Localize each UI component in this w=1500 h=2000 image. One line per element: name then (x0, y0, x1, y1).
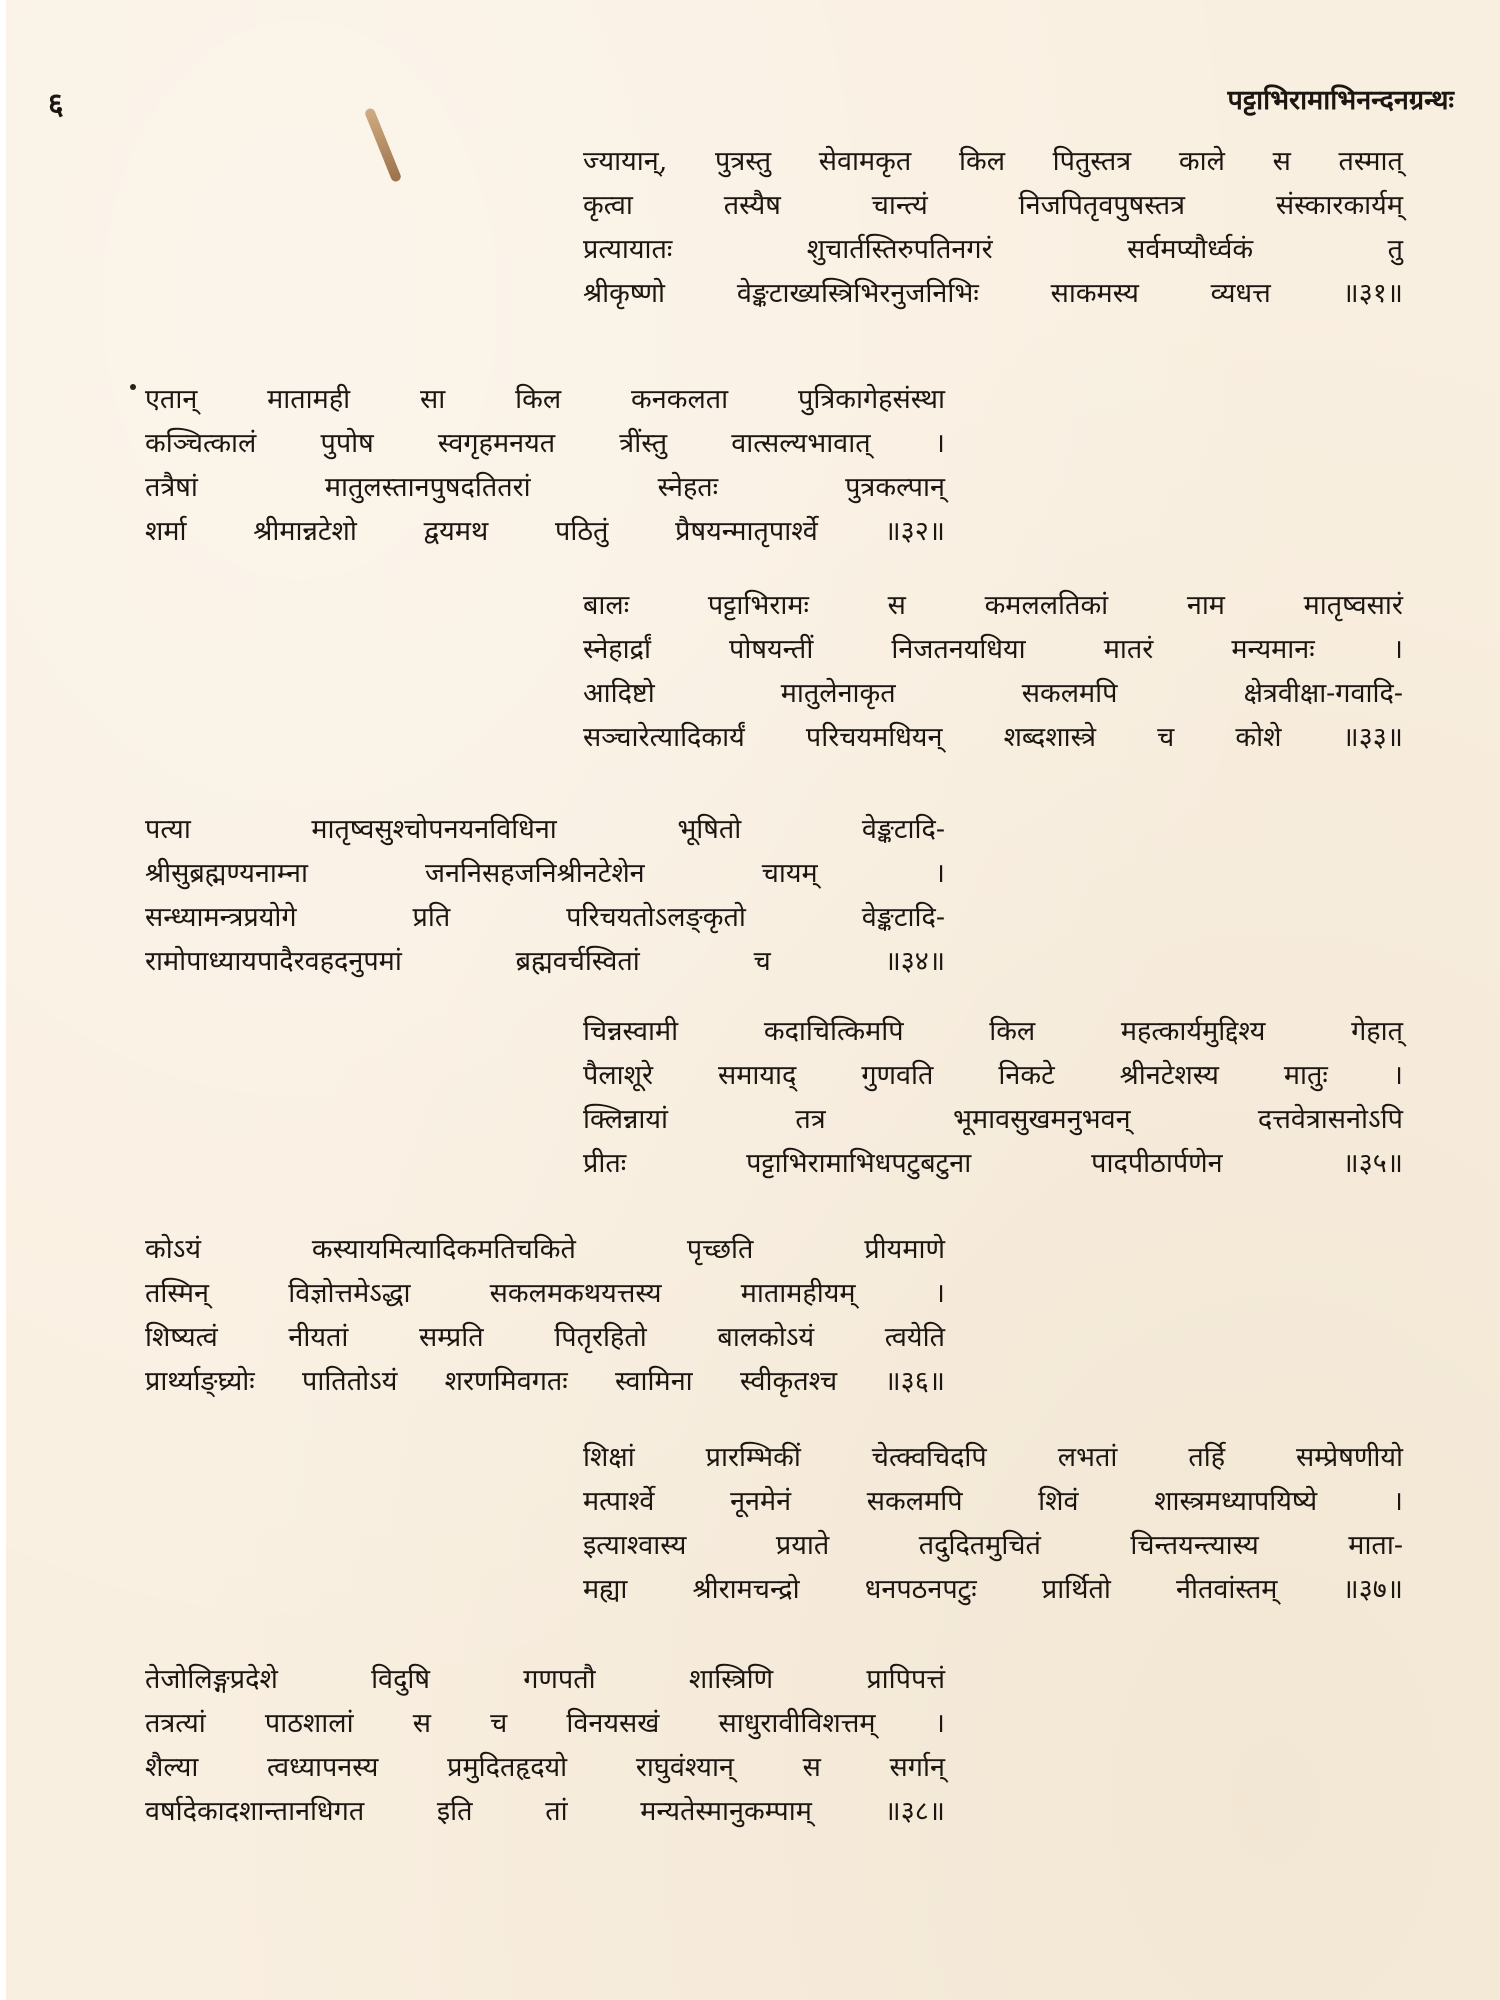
verse-line (145, 808, 945, 852)
verse-33 (583, 584, 1403, 760)
verse-line (583, 1524, 1403, 1568)
verse-word: सकलमपि (866, 1486, 963, 1517)
verse-word: श्रीसुब्रह्मण्यनाम्ना (145, 858, 308, 889)
verse-word: मह्या (583, 1574, 628, 1605)
verse-word: महत्कार्यमुद्दिश्य (1120, 1016, 1266, 1047)
verse-word: गणपतौ (523, 1664, 596, 1695)
verse-word: साकमस्य (1050, 278, 1139, 309)
verse-word: पितुस्तत्र (1052, 146, 1132, 177)
verse-word: । (934, 858, 945, 889)
verse-line (145, 852, 945, 896)
verse-word: शास्त्रमध्यापयिष्ये (1154, 1486, 1318, 1517)
verse-word: क्षेत्रवीक्षा-गवादि- (1243, 678, 1403, 709)
verse-word: बालः (583, 590, 630, 621)
verse-word: भूमावसुखमनुभवन् (952, 1104, 1131, 1135)
verse-word: सन्ध्यामन्त्रप्रयोगे (145, 902, 297, 933)
verse-word: दत्तवेत्रासनोऽपि (1257, 1104, 1403, 1135)
verse-word: ॥३२॥ (884, 516, 945, 547)
verse-word: मत्पार्श्वे (583, 1486, 655, 1517)
verse-word: सेवामकृत (818, 146, 912, 177)
verse-word: पट्टाभिरामाभिधपटुबटुना (746, 1148, 972, 1179)
verse-line (583, 1436, 1403, 1480)
verse-line (583, 272, 1403, 316)
verse-word: च (1157, 722, 1175, 753)
verse-word: सञ्चारेत्यादिकार्यं (583, 722, 745, 753)
verse-word: क्लिन्नायां (583, 1104, 669, 1135)
verse-word: स (1272, 146, 1291, 177)
verse-line (145, 510, 945, 554)
verse-word: निजतनयधिया (891, 634, 1026, 665)
verse-word: कञ्चित्कालं (145, 428, 257, 459)
verse-word: चिन्नस्वामी (583, 1016, 679, 1047)
verse-word: नीयतां (288, 1322, 349, 1353)
verse-line (145, 1658, 945, 1702)
verse-word: श्रीनटेशस्य (1119, 1060, 1219, 1091)
verse-line (583, 1568, 1403, 1612)
verse-word: विनयसखं (566, 1708, 660, 1739)
verse-word: परिचयतोऽलङ्कृतो (566, 902, 746, 933)
verse-word: प्रार्थ्याङ्घ्र्योः (145, 1366, 255, 1397)
verse-word: ॥३५॥ (1342, 1148, 1403, 1179)
verse-word: प्रापिपत्तं (866, 1664, 945, 1695)
verse-word: निजपितृवपुषस्तत्र (1018, 190, 1186, 221)
verse-word: ॥३६॥ (884, 1366, 945, 1397)
page-edge (0, 0, 6, 2000)
verse-word: सा (420, 384, 446, 415)
verse-word: प्रार्थितो (1041, 1574, 1111, 1605)
verse-word: शुचार्तस्तिरुपतिनगरं (806, 234, 993, 265)
verse-word: किल (958, 146, 1006, 177)
verse-line (583, 184, 1403, 228)
verse-word: इति (436, 1796, 473, 1827)
verse-word: शिवं (1038, 1486, 1079, 1517)
verse-word: तत्रत्यां (145, 1708, 206, 1739)
verse-word: तत्रैषां (145, 472, 198, 503)
verse-word: श्रीकृष्णो (583, 278, 666, 309)
verse-word: मातरं (1103, 634, 1154, 665)
verse-word: ॥३४॥ (884, 946, 945, 977)
verse-word: किल (989, 1016, 1036, 1047)
verse-word: शिष्यत्वं (145, 1322, 218, 1353)
verse-word: स्वगृहमनयत (437, 428, 556, 459)
verse-word: त्वध्यापनस्य (267, 1752, 379, 1783)
verse-word: परिचयमधियन् (805, 722, 943, 753)
verse-word: विज्ञोत्तमेऽद्धा (288, 1278, 411, 1309)
verse-word: धनपठनपटुः (864, 1574, 977, 1605)
verse-word: तर्हि (1188, 1442, 1226, 1473)
verse-word: पत्या (145, 814, 191, 845)
verse-word: च (490, 1708, 508, 1739)
verse-word: । (934, 1278, 945, 1309)
verse-line (145, 422, 945, 466)
verse-line (145, 1702, 945, 1746)
verse-word: मातृष्वसुश्चोपनयनविधिना (311, 814, 557, 845)
verse-word: वेङ्कटादि- (861, 814, 945, 845)
verse-line (583, 140, 1403, 184)
verse-word: व्यधत्त (1210, 278, 1271, 309)
verse-word: नाम (1186, 590, 1225, 621)
verse-word: श्रीमान्नटेशो (253, 516, 357, 547)
verse-word: संस्कारकार्यम् (1275, 190, 1403, 221)
verse-word: मातुलस्तानपुषदतितरां (324, 472, 531, 503)
verse-word: वात्सल्यभावात् (731, 428, 871, 459)
verse-word: ॥३१॥ (1342, 278, 1403, 309)
verse-word: मातुः (1283, 1060, 1328, 1091)
verse-word: एतान् (145, 384, 198, 415)
verse-word: आदिष्टो (583, 678, 655, 709)
verse-word: शिक्षां (583, 1442, 635, 1473)
verse-line (145, 1746, 945, 1790)
verse-word: पोषयन्तीं (729, 634, 814, 665)
verse-word: स (802, 1752, 821, 1783)
verse-word: प्रत्यायातः (583, 234, 673, 265)
verse-word: पुपोष (320, 428, 374, 459)
verse-word: काले (1178, 146, 1225, 177)
verse-line (145, 896, 945, 940)
verse-word: मातृष्वसारं (1303, 590, 1403, 621)
verse-word: सम्प्रेषणीयो (1295, 1442, 1403, 1473)
verse-word: पृच्छति (686, 1234, 754, 1265)
verse-word: कस्यायमित्यादिकमतिचकिते (311, 1234, 576, 1265)
verse-word: रामोपाध्यायपादैरवहदनुपमां (145, 946, 402, 977)
verse-word: पितृरहितो (554, 1322, 647, 1353)
verse-word: शर्मा (145, 516, 187, 547)
verse-word: चान्त्यं (871, 190, 928, 221)
verse-word: प्रैषयन्मातृपार्श्वे (675, 516, 818, 547)
verse-word: कोऽयं (145, 1234, 201, 1265)
verse-word: कदाचित्किमपि (763, 1016, 904, 1047)
verse-word: श्रीरामचन्द्रो (692, 1574, 800, 1605)
verse-word: । (934, 1708, 945, 1739)
verse-word: साधुरावीविशत्तम् (718, 1708, 876, 1739)
verse-word: प्रारम्भिकीं (705, 1442, 801, 1473)
verse-word: सर्गान् (889, 1752, 945, 1783)
verse-word: । (934, 428, 945, 459)
verse-word: समायाद् (717, 1060, 797, 1091)
verse-word: मातुलेनाकृत (780, 678, 896, 709)
verse-word: वेङ्कटाख्यस्त्रिभिरनुजनिभिः (736, 278, 979, 309)
verse-line (145, 1272, 945, 1316)
verse-word: मातामहीयम् (740, 1278, 856, 1309)
verse-37 (583, 1436, 1403, 1612)
verse-word: बालकोऽयं (717, 1322, 815, 1353)
verse-word: प्रीयमाणे (864, 1234, 945, 1265)
verse-word: स्वामिना (615, 1366, 693, 1397)
verse-line (583, 1142, 1403, 1186)
page-number: ६ (48, 87, 64, 122)
verse-line (583, 228, 1403, 272)
verse-word: पट्टाभिरामः (707, 590, 809, 621)
verse-line (145, 1360, 945, 1404)
verse-word: इत्याश्वास्य (583, 1530, 687, 1561)
verse-word: तस्मात् (1338, 146, 1403, 177)
verse-38 (145, 1658, 945, 1834)
verse-word: गुणवति (861, 1060, 934, 1091)
verse-word: सकलमकथयत्तस्य (489, 1278, 662, 1309)
verse-word: शब्दशास्त्रे (1003, 722, 1097, 753)
verse-line (145, 940, 945, 984)
verse-line (145, 1316, 945, 1360)
verse-line (583, 1010, 1403, 1054)
verse-word: तत्र (795, 1104, 826, 1135)
verse-word: तदुदितमुचितं (918, 1530, 1041, 1561)
verse-word: स (412, 1708, 431, 1739)
verse-35 (583, 1010, 1403, 1186)
verse-word: किल (515, 384, 562, 415)
running-title: पट्टाभिरामाभिनन्दनग्रन्थः (1227, 85, 1454, 116)
verse-word: शास्त्रिणि (688, 1664, 774, 1695)
verse-word: द्वयमथ (423, 516, 489, 547)
verse-word: सम्प्रति (419, 1322, 484, 1353)
verse-word: पठितुं (555, 516, 609, 547)
verse-word: स्नेहतः (657, 472, 719, 503)
verse-word: तस्यैष (723, 190, 781, 221)
verse-word: चायम् (761, 858, 818, 889)
verse-word: ॥३८॥ (884, 1796, 945, 1827)
verse-36 (145, 1228, 945, 1404)
verse-word: चिन्तयन्त्यास्य (1130, 1530, 1259, 1561)
verse-word: कमललतिकां (984, 590, 1109, 621)
verse-word: पुत्रकल्पान् (845, 472, 945, 503)
verse-line (145, 1790, 945, 1834)
verse-word: त्रींस्तु (619, 428, 668, 459)
verse-word: मन्यतेस्मानुकम्पाम् (640, 1796, 812, 1827)
verse-word: पुत्रस्तु (714, 146, 772, 177)
verse-word: वेङ्कटादि- (861, 902, 945, 933)
verse-32 (145, 378, 945, 554)
verse-line (583, 716, 1403, 760)
verse-word: ॥३३॥ (1342, 722, 1403, 753)
verse-word: तेजोलिङ्गप्रदेशे (145, 1664, 278, 1695)
verse-line (145, 466, 945, 510)
verse-word: निकटे (998, 1060, 1055, 1091)
verse-word: । (1392, 1060, 1403, 1091)
verse-word: पातितोऽयं (301, 1366, 398, 1397)
verse-word: मातामही (267, 384, 351, 415)
verse-word: तस्मिन् (145, 1278, 210, 1309)
verse-word: कनकलता (630, 384, 729, 415)
verse-word: लभतां (1057, 1442, 1118, 1473)
verse-word: कोशे (1235, 722, 1282, 753)
verse-word: ब्रह्मवर्चस्वितां (515, 946, 640, 977)
verse-line (583, 1480, 1403, 1524)
verse-word: स्नेहार्द्रां (583, 634, 651, 665)
verse-line (583, 672, 1403, 716)
verse-word: तु (1387, 234, 1403, 265)
verse-word: तां (545, 1796, 568, 1827)
verse-line (145, 378, 945, 422)
verse-word: सर्वमप्यौर्ध्वकं (1127, 234, 1254, 265)
verse-line (145, 1228, 945, 1272)
verse-word: चेत्क्वचिदपि (871, 1442, 987, 1473)
ink-dot (130, 384, 136, 390)
verse-word: पैलाशूरे (583, 1060, 654, 1091)
verse-word: माता- (1348, 1530, 1403, 1561)
verse-word: राघुवंश्यान् (635, 1752, 734, 1783)
verse-word: वर्षादेकादशान्तानधिगत (145, 1796, 365, 1827)
verse-word: ज्यायान्, (583, 146, 668, 177)
verse-word: पादपीठार्पणेन (1091, 1148, 1223, 1179)
verse-word: त्वयेति (884, 1322, 945, 1353)
verse-word: । (1392, 634, 1403, 665)
verse-word: च (753, 946, 771, 977)
verse-word: । (1392, 1486, 1403, 1517)
verse-word: ॥३७॥ (1342, 1574, 1403, 1605)
verse-line (583, 628, 1403, 672)
verse-word: प्रति (412, 902, 451, 933)
verse-word: मन्यमानः (1231, 634, 1315, 665)
verse-line (583, 1098, 1403, 1142)
verse-word: सकलमपि (1021, 678, 1118, 709)
verse-word: गेहात् (1351, 1016, 1403, 1047)
paper-stain (364, 107, 402, 183)
verse-line (583, 1054, 1403, 1098)
verse-word: पुत्रिकागेहसंस्था (797, 384, 945, 415)
verse-word: नूनमेनं (730, 1486, 792, 1517)
verse-word: नीतवांस्तम् (1176, 1574, 1278, 1605)
verse-word: जननिसहजनिश्रीनटेशेन (425, 858, 645, 889)
verse-line (583, 584, 1403, 628)
verse-word: स (887, 590, 906, 621)
verse-word: प्रमुदितहृदयो (447, 1752, 568, 1783)
verse-31 (583, 140, 1403, 316)
verse-word: पाठशालां (264, 1708, 354, 1739)
verse-word: विदुषि (371, 1664, 431, 1695)
verse-word: शरणमिवगतः (444, 1366, 568, 1397)
verse-34 (145, 808, 945, 984)
verse-word: भूषितो (677, 814, 742, 845)
verse-word: शैल्या (145, 1752, 199, 1783)
verse-word: प्रीतः (583, 1148, 627, 1179)
verse-word: प्रयाते (775, 1530, 830, 1561)
verse-word: कृत्वा (583, 190, 633, 221)
verse-word: स्वीकृतश्च (739, 1366, 838, 1397)
